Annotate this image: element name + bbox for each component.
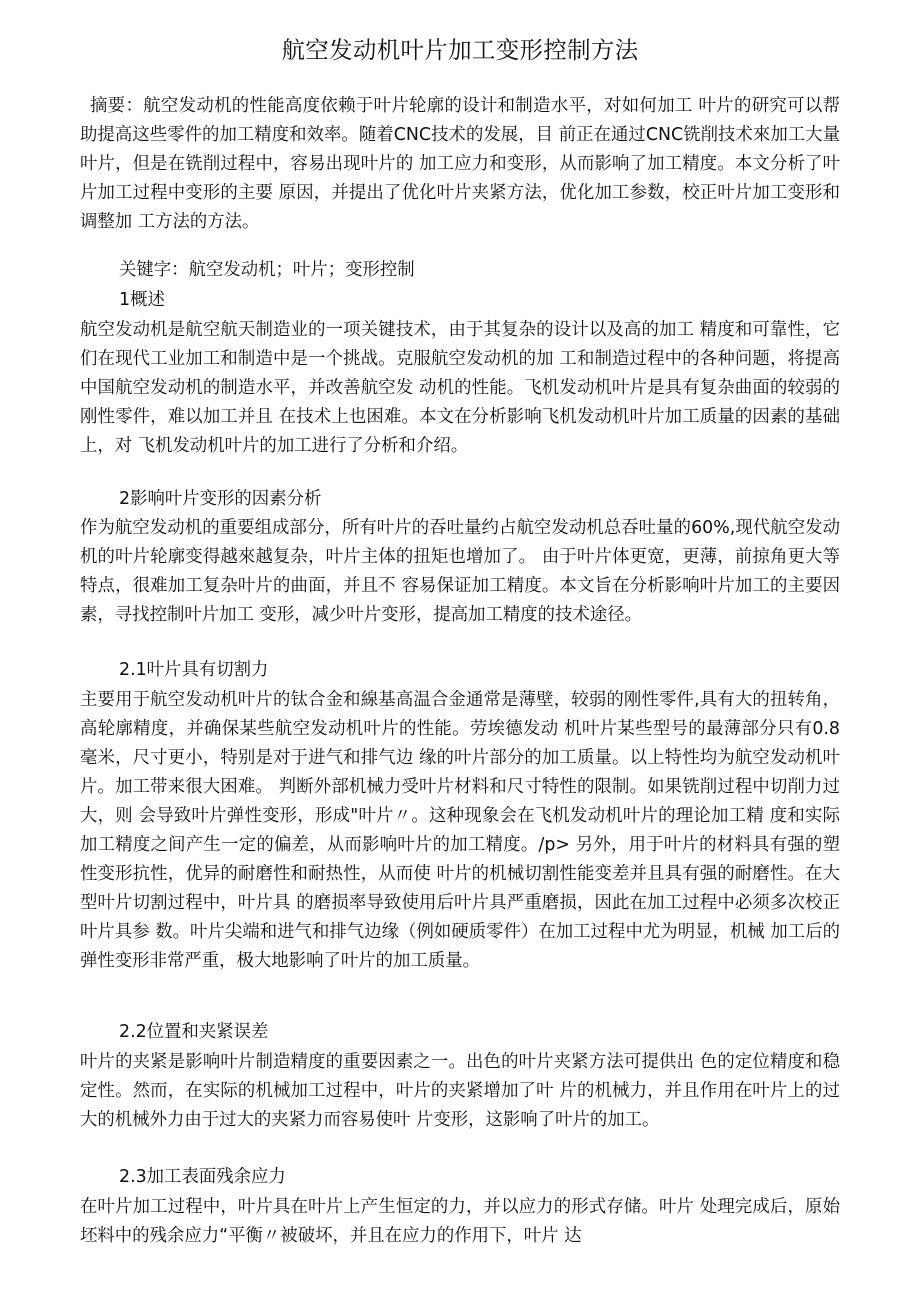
section-paragraph: 主要用于航空发动机叶片的钛合金和線基高温合金通常是薄壁，较弱的刚性零件,具有大的扭转角，高轮廓精度，并确保某些航空发动机叶片的性能。劳埃德发动 机叶片某些型号的最薄部分只有0.8毫米，尺寸更小，特别是对于进气和排气边 缘的叶片部分的加工质量。以上特性均为航空发动机叶片。加工带来很大困难。 判断外部机械力受叶片材料和尺寸特性的限制。如果铣削过程中切削力过大，则 会导致叶片弹性变形，形成"叶片〃。这种现象会在飞机发动机叶片的理论加工精 度和实际加工精度之间产生一定的偏差，从而影响叶片的加工精度。/p> 另外，用于叶片的材料具有强的塑性变形抗性，优异的耐磨性和耐热性，从而使 叶片的机械切割性能变差并且具有强的耐磨性。在大型叶片切割过程中，叶片具 的磨损率导致使用后叶片具严重磨损，因此在加工过程中必须多次校正叶片具参 数。叶片尖端和进气和排气边缘（例如硬质零件）在加工过程中尤为明显，机械 加工后的弹性变形非常严重，极大地影响了叶片的加工质量。 — [80, 690, 840, 971]
keywords-line: 关键字：航空发动机；叶片；变形控制 — [119, 260, 415, 280]
section-heading: 2.2位置和夹紧误差 — [119, 1022, 269, 1042]
page-title: 航空发动机叶片加工变形控制方法 — [281, 36, 639, 64]
section-heading: 2.1叶片具有切割力 — [119, 660, 269, 680]
abstract-paragraph: 摘要：航空发动机的性能高度依赖于叶片轮廓的设计和制造水平，对如何加工 叶片的研究可以帮助提高这些零件的加工精度和效率。随着CNC技术的发展，目 前正在通过CNC铣削技术來加工大量叶片，但是在铣削过程中，容易出现叶片的 加工应力和变形，从而影响了加工精度。本文分析了叶片加工过程中变形的主要 原因，并提出了优化叶片夹紧方法，优化加工参数，校正叶片加工变形和调整加 工方法的方法。 — [80, 96, 840, 232]
section-paragraph: 航空发动机是航空航天制造业的一项关键技术，由于其复杂的设计以及高的加工 精度和可靠性，它们在现代工业加工和制造中是一个挑战。克服航空发动机的加 工和制造过程中的各种问题，将提高中国航空发动机的制造水平，并改善航空发 动机的性能。飞机发动机叶片是具有复杂曲面的较弱的刚性零件，难以加工并且 在技术上也困难。本文在分析影响飞机发动机叶片加工质量的因素的基础上，对 飞机发动机叶片的加工进行了分析和介绍。 — [80, 320, 840, 456]
section-paragraph: 在叶片加工过程中，叶片具在叶片上产生恒定的力，并以应力的形式存储。叶片 处理完成后，原始坯料中的残余应力“平衡〃被破坏，并且在应力的作用下，叶片 达 — [80, 1197, 840, 1246]
section-heading: 2影响叶片变形的因素分析 — [119, 489, 322, 509]
section-heading: 2.3加工表面残余应力 — [119, 1167, 286, 1187]
section-paragraph: 作为航空发动机的重要组成部分，所有叶片的吞吐量约占航空发动机总吞吐量的60%,现代航空发动机的叶片轮廓变得越來越复杂，叶片主体的扭矩也增加了。 由于叶片体更宽，更薄，前掠角更大等特点，很难加工复杂叶片的曲面，并且不 容易保证加工精度。本文旨在分析影响叶片加工的主要因素，寻找控制叶片加工 变形，减少叶片变形，提高加工精度的技术途径。 — [80, 518, 840, 625]
section-heading: 1概述 — [119, 290, 165, 310]
section-paragraph: 叶片的夹紧是影响叶片制造精度的重要因素之一。出色的叶片夹紧方法可提供出 色的定位精度和稳定性。然而，在实际的机械加工过程中，叶片的夹紧增加了叶 片的机械力，并且作用在叶片上的过大的机械外力由于过大的夹紧力而容易使叶 片变形，这影响了叶片的加工。 — [80, 1052, 840, 1130]
